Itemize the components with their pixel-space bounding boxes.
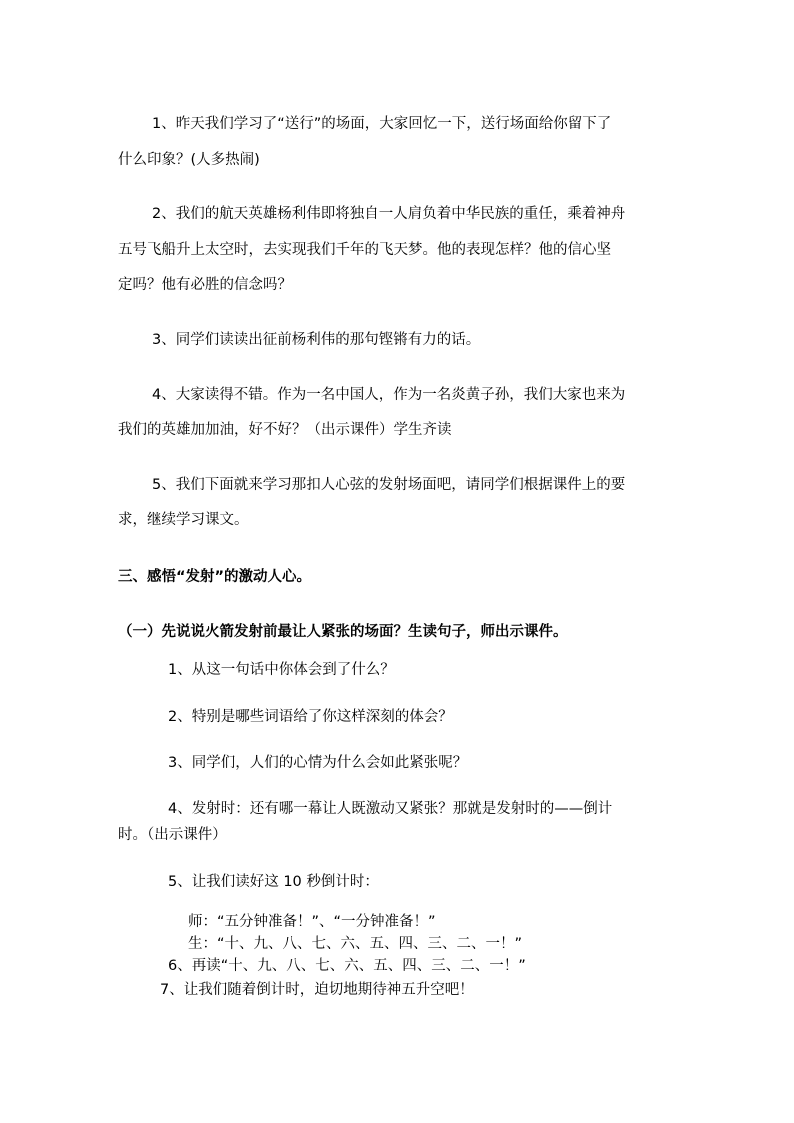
paragraph-5-line-2: 求，继续学习课文。 xyxy=(118,512,249,528)
paragraph-4-line-1: 4、大家读得不错。作为一名中国人，作为一名炎黄子孙，我们大家也来为 xyxy=(152,387,626,403)
question-4-line-2: 时。（出示课件） xyxy=(118,827,227,843)
section-heading-3: 三、感悟“发射”的激动人心。 xyxy=(118,569,312,585)
paragraph-4-line-2: 我们的英雄加加油，好不好？（出示课件）学生齐读 xyxy=(118,422,452,438)
student-line: 生：“十、九、八、七、六、五、四、三、二、一！” xyxy=(188,936,523,952)
question-7: 7、让我们随着倒计时，迫切地期待神五升空吧！ xyxy=(160,982,474,998)
paragraph-2-line-3: 定吗？他有必胜的信念吗？ xyxy=(118,277,292,293)
teacher-line: 师：“五分钟准备！”、“一分钟准备！” xyxy=(188,914,436,930)
question-5: 5、让我们读好这 10 秒倒计时： xyxy=(168,874,379,890)
question-3: 3、同学们，人们的心情为什么会如此紧张呢？ xyxy=(168,755,468,771)
paragraph-5-line-1: 5、我们下面就来学习那扣人心弦的发射场面吧，请同学们根据课件上的要 xyxy=(152,477,626,493)
subsection-heading-1: （一）先说说火箭发射前最让人紧张的场面？生读句子，师出示课件。 xyxy=(118,624,568,640)
paragraph-1-line-2: 什么印象？(人多热闹) xyxy=(118,152,260,168)
question-2: 2、特别是哪些词语给了你这样深刻的体会？ xyxy=(168,709,453,725)
paragraph-1-line-1: 1、昨天我们学习了“送行”的场面，大家回忆一下，送行场面给你留下了 xyxy=(152,116,612,132)
question-6: 6、再读“十、九、八、七、六、五、四、三、二、一！” xyxy=(168,958,526,974)
question-4-line-1: 4、发射时：还有哪一幕让人既激动又紧张？那就是发射时的——倒计 xyxy=(168,801,613,817)
paragraph-3-line-1: 3、同学们读读出征前杨利伟的那句铿锵有力的话。 xyxy=(152,332,481,348)
paragraph-2-line-1: 2、我们的航天英雄杨利伟即将独自一人肩负着中华民族的重任，乘着神舟 xyxy=(152,206,626,222)
question-1: 1、从这一句话中你体会到了什么？ xyxy=(168,662,395,678)
paragraph-2-line-2: 五号飞船升上太空时，去实现我们千年的飞天梦。他的表现怎样？他的信心坚 xyxy=(118,242,611,258)
